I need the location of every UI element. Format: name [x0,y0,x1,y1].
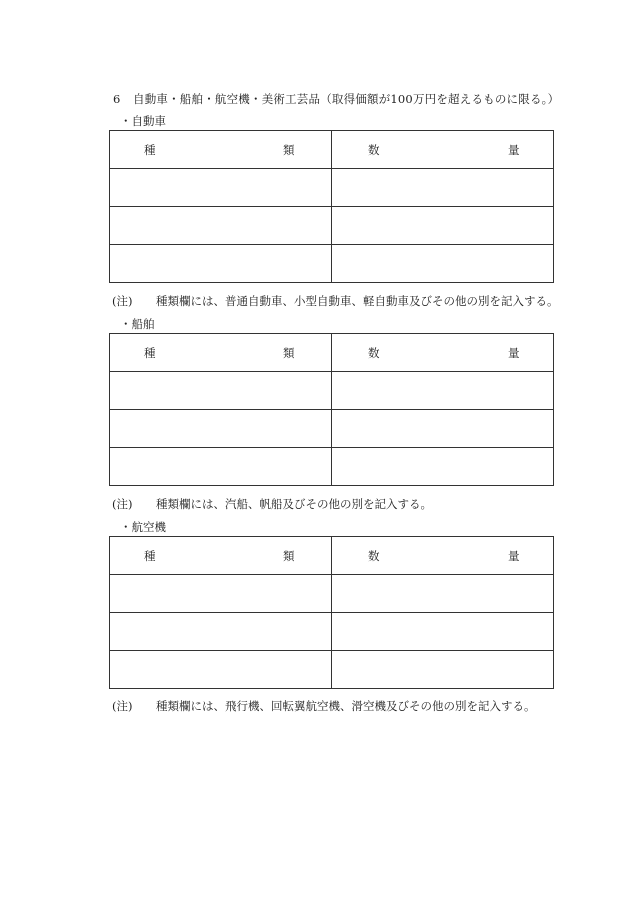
kind-header-char-2: 類 [283,143,295,157]
aircraft-table [109,536,554,689]
quantity-header-char-1: 数 [368,549,380,563]
quantity-cell[interactable] [332,410,554,448]
quantity-header [332,537,554,575]
quantity-header-char-2: 量 [508,549,520,563]
kind-cell[interactable] [110,575,332,613]
kind-cell[interactable] [110,372,332,410]
table-header-row [110,334,554,372]
note-tag: (注) [112,497,133,511]
table-row [110,245,554,283]
note-text: 種類欄には、飛行機、回転翼航空機、滑空機及びその他の別を記入する。 [156,699,536,713]
table-row [110,651,554,689]
quantity-header-char-1: 数 [368,143,380,157]
table-header-row [110,131,554,169]
note-automobile [112,293,559,309]
table-label-automobile: ・自動車 [120,114,166,128]
quantity-header-char-1: 数 [368,346,380,360]
table-row [110,410,554,448]
quantity-cell[interactable] [332,207,554,245]
table-label-aircraft: ・航空機 [120,520,166,534]
section-title: 自動車・船舶・航空機・美術工芸品（取得価額が100万円を超えるものに限る。） [133,92,560,106]
table-row [110,207,554,245]
table-row [110,372,554,410]
automobile-table [109,130,554,283]
kind-cell[interactable] [110,207,332,245]
note-tag: (注) [112,699,133,713]
table-row [110,575,554,613]
kind-cell[interactable] [110,448,332,486]
kind-cell[interactable] [110,245,332,283]
quantity-header [332,131,554,169]
kind-header-char-2: 類 [283,549,295,563]
kind-header-char-1: 種 [144,143,156,157]
note-text: 種類欄には、汽船、帆船及びその他の別を記入する。 [156,497,432,511]
section-heading [113,91,559,107]
quantity-header-char-2: 量 [508,143,520,157]
kind-header [110,131,332,169]
note-text: 種類欄には、普通自動車、小型自動車、軽自動車及びその他の別を記入する。 [156,294,559,308]
kind-header [110,537,332,575]
table-label-ship: ・船舶 [120,317,155,331]
table-row [110,448,554,486]
kind-header-char-1: 種 [144,549,156,563]
ship-table [109,333,554,486]
quantity-cell[interactable] [332,245,554,283]
quantity-cell[interactable] [332,448,554,486]
table-row [110,169,554,207]
table-header-row [110,537,554,575]
quantity-cell[interactable] [332,169,554,207]
quantity-header-char-2: 量 [508,346,520,360]
quantity-cell[interactable] [332,575,554,613]
note-ship [112,496,432,512]
note-tag: (注) [112,294,133,308]
kind-cell[interactable] [110,651,332,689]
quantity-header [332,334,554,372]
quantity-cell[interactable] [332,651,554,689]
kind-cell[interactable] [110,169,332,207]
kind-cell[interactable] [110,410,332,448]
kind-header [110,334,332,372]
quantity-cell[interactable] [332,372,554,410]
kind-header-char-1: 種 [144,346,156,360]
note-aircraft [112,698,536,714]
kind-cell[interactable] [110,613,332,651]
quantity-cell[interactable] [332,613,554,651]
kind-header-char-2: 類 [283,346,295,360]
table-row [110,613,554,651]
section-number: 6 [113,92,121,106]
